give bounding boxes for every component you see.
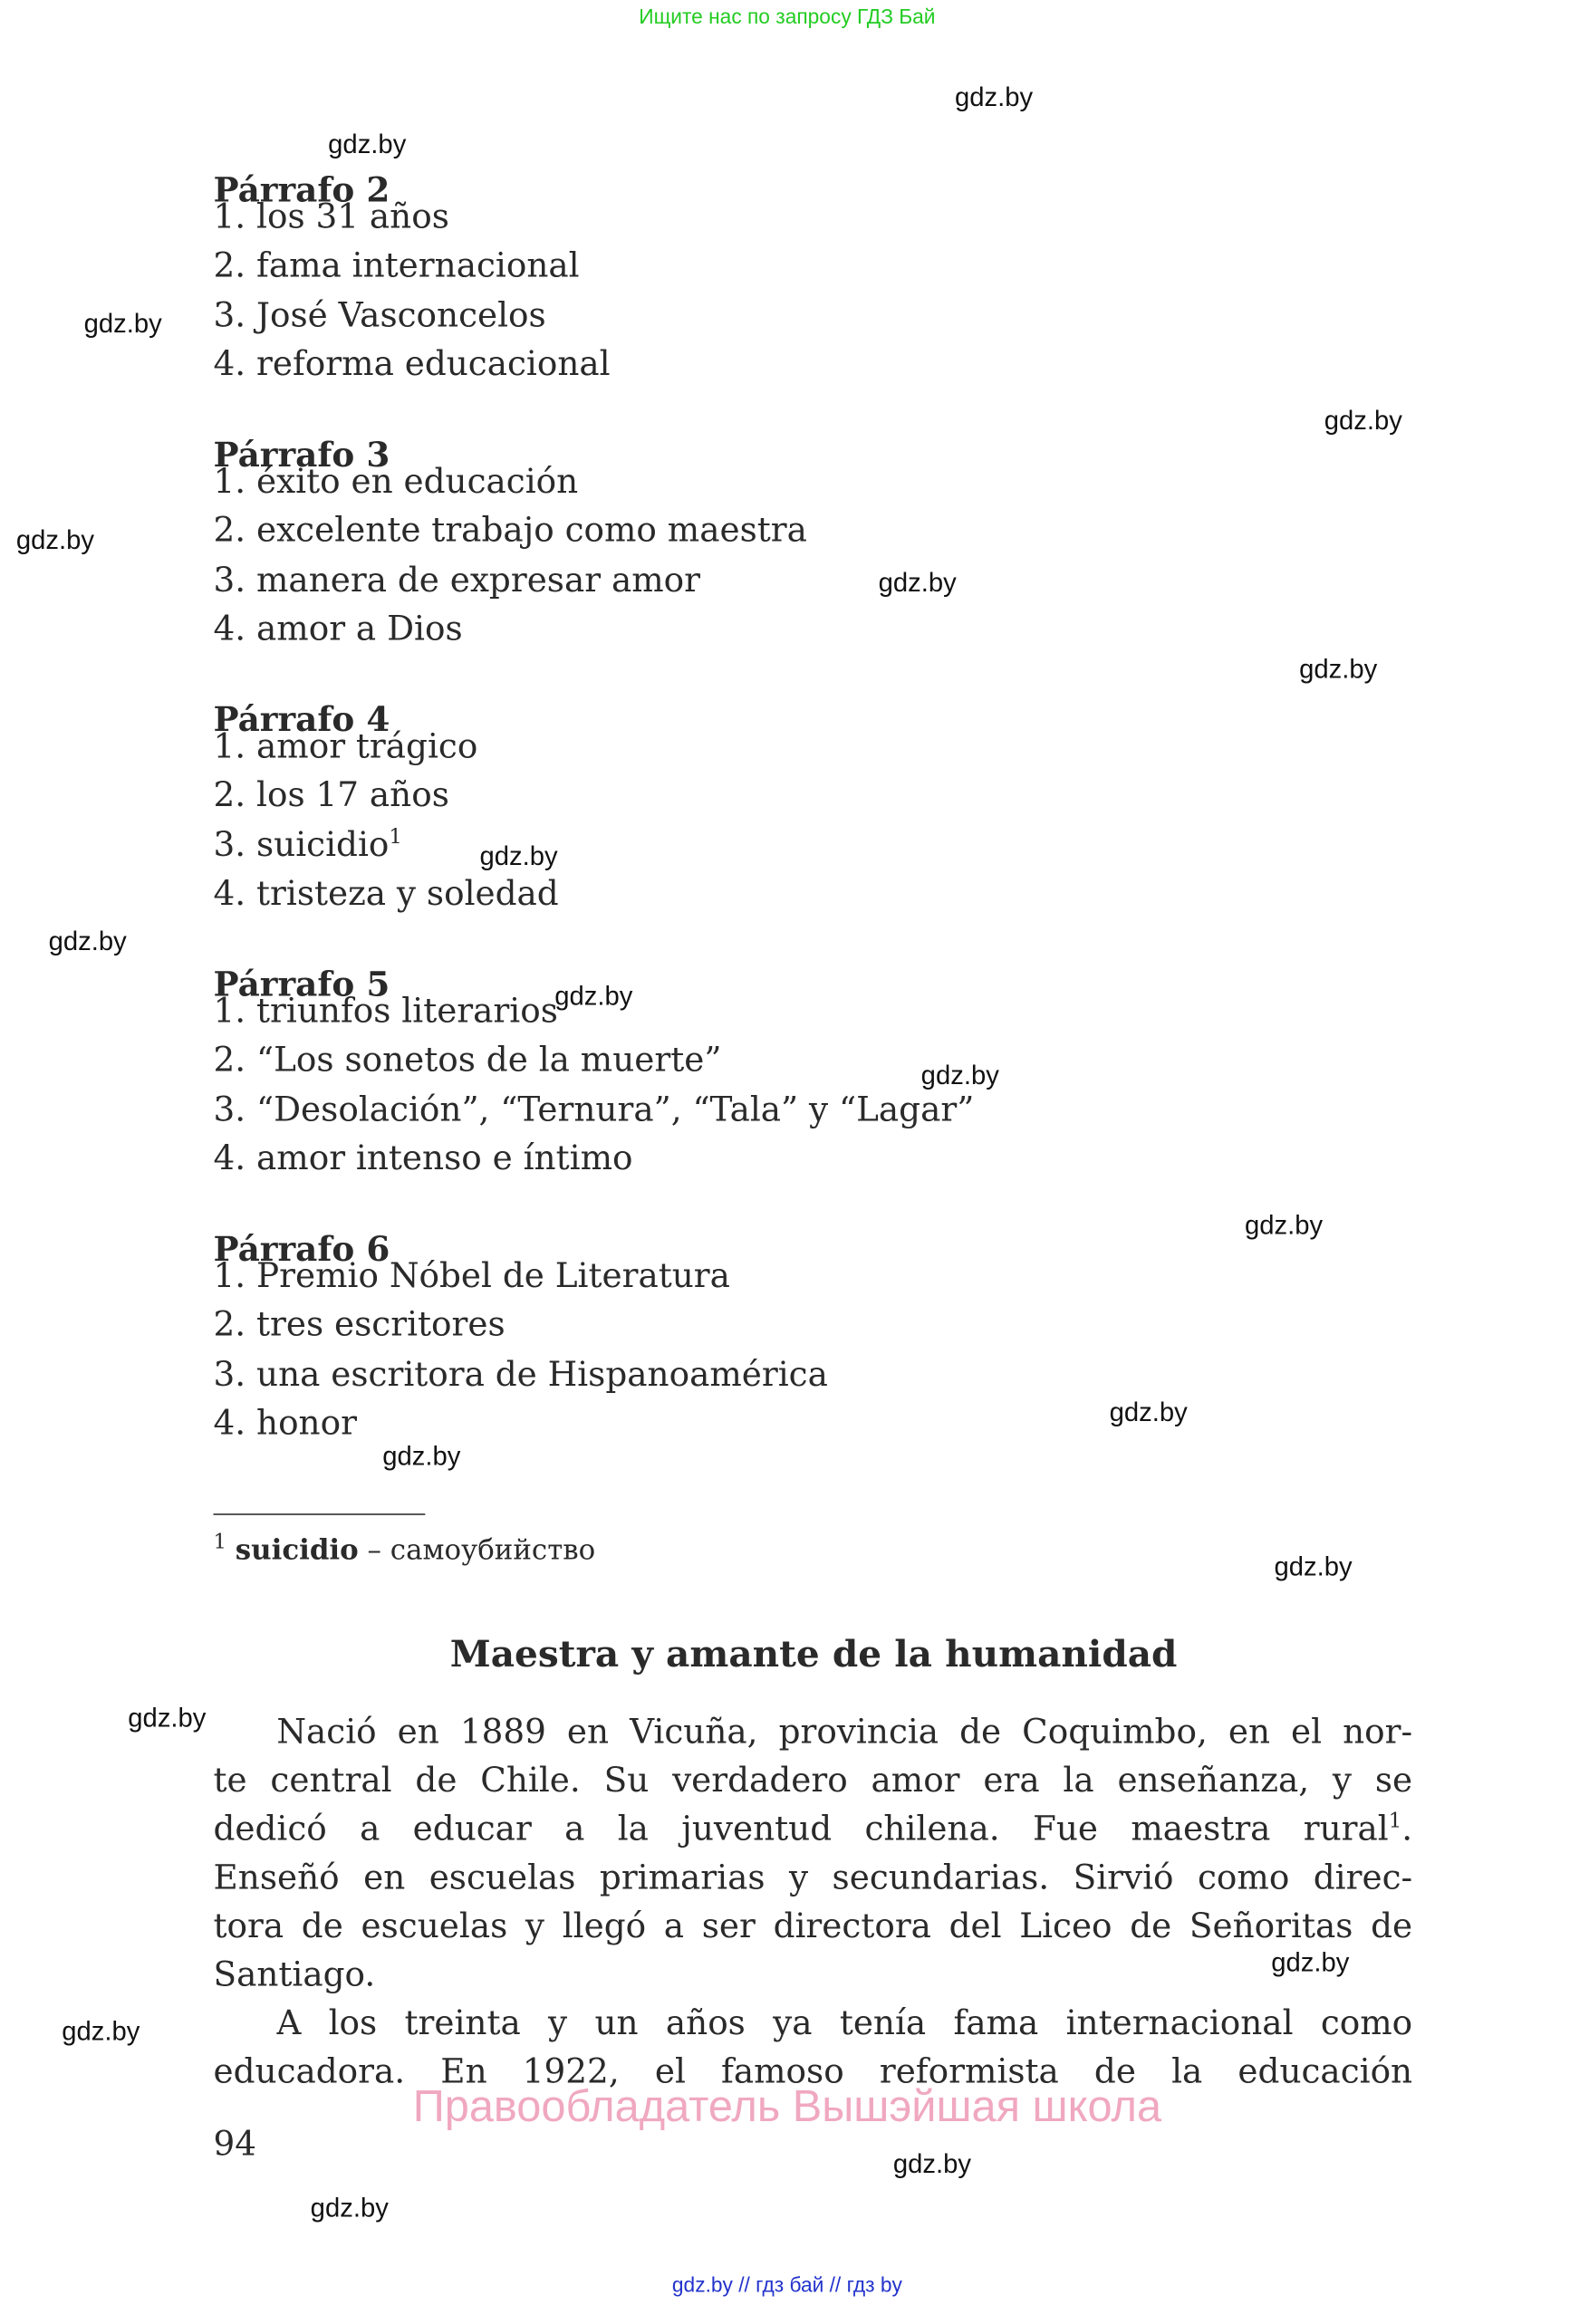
article-line [276, 2002, 1412, 2046]
gdz-watermark: gdz.by [554, 981, 633, 1011]
answer-text: 1. triunfos literarios [213, 993, 558, 1032]
article-line [276, 1711, 1412, 1755]
answer-item [213, 1402, 356, 1446]
answer-text: 1. éxito en educación [213, 463, 579, 502]
answer-item [213, 1088, 974, 1132]
gdz-watermark: gdz.by [83, 309, 162, 339]
article-line: dedicó a educar a la juventud chilena. Fue maestra rural$^1$. [213, 1810, 1413, 1849]
top-banner[interactable]: Ищите нас по запросу ГДЗ Бай [639, 4, 936, 28]
gdz-watermark: gdz.by [62, 2016, 140, 2047]
article-title: Maestra y amante de la humanidad [449, 1632, 1178, 1676]
section-heading: Párrafo 5 [213, 965, 390, 1005]
answer-text: 4. reforma educacional [213, 345, 611, 384]
answer-item [213, 1303, 505, 1348]
gdz-watermark: gdz.by [1109, 1397, 1188, 1427]
footnote [213, 1531, 596, 1567]
gdz-watermark: gdz.by [878, 567, 957, 598]
answer-item [213, 823, 401, 868]
answer-item [213, 725, 477, 770]
gdz-watermark: gdz.by [310, 2193, 389, 2223]
answer-text: 4. amor intenso e íntimo [213, 1139, 633, 1178]
answer-item [213, 1039, 721, 1083]
answer-item [213, 1254, 729, 1299]
answer-item [213, 245, 579, 289]
article-line [213, 1759, 1412, 1803]
gdz-watermark: gdz.by [479, 840, 558, 871]
answer-item [213, 342, 610, 387]
answer-item [213, 872, 558, 917]
answer-text: 1. los 31 años [213, 198, 449, 237]
section-heading: Párrafo 2 [213, 170, 390, 211]
footnote-definition: – самоубийство [358, 1533, 596, 1567]
section-heading: Párrafo 6 [213, 1229, 390, 1270]
answer-item [213, 558, 700, 602]
answer-item [213, 460, 578, 504]
answer-text: 4. honor [213, 1404, 357, 1444]
answer-text: 3. José Vasconcelos [213, 296, 546, 335]
article-line [213, 1954, 375, 1998]
gdz-watermark: gdz.by [920, 1060, 999, 1090]
answer-item [213, 293, 545, 338]
article-line-text: educadora. En 1922, el famoso reformista de la educación [213, 2053, 1413, 2092]
answer-item [213, 774, 448, 819]
article-line-text: A los treinta y un años ya tenía fama internacional como [276, 2004, 1413, 2043]
gdz-watermark: gdz.by [955, 82, 1034, 112]
answer-text: 2. excelente trabajo como maestra [213, 512, 807, 551]
answer-text: 1. Premio Nóbel de Literatura [213, 1257, 730, 1296]
gdz-watermark: gdz.by [128, 1703, 207, 1733]
article-line-text: Nació en 1889 en Vicuña, provincia de Coquimbo, en el nor- [276, 1714, 1413, 1753]
answer-text: 4. amor a Dios [213, 610, 463, 649]
gdz-watermark: gdz.by [15, 524, 95, 555]
gdz-watermark: gdz.by [328, 129, 407, 159]
gdz-watermark: gdz.by [1299, 654, 1378, 685]
footnote-mark: 1 [213, 1531, 226, 1555]
page-number: 94 [213, 2125, 257, 2165]
answer-item [213, 1353, 827, 1397]
answer-text: 4. tristeza y soledad [213, 875, 559, 914]
gdz-watermark: gdz.by [892, 2148, 971, 2179]
answer-text: 2. fama internacional [213, 247, 580, 286]
answer-item [213, 1137, 632, 1181]
bottom-banner[interactable]: gdz.by // гдз бай // гдз by [671, 2272, 902, 2297]
article-line-text: Enseñó en escuelas primarias y secundarias. Sirvió como direc- [213, 1858, 1413, 1898]
answer-text: 1. amor trágico [213, 727, 478, 767]
answer-text: 2. “Los sonetos de la muerte” [213, 1042, 722, 1080]
gdz-watermark: gdz.by [1274, 1551, 1353, 1581]
footnote-term: suicidio [235, 1533, 359, 1567]
answer-item [213, 196, 448, 240]
article-line [213, 1905, 1412, 1949]
gdz-watermark: gdz.by [382, 1441, 461, 1472]
article-line-text: te central de Chile. Su verdadero amor era la enseñanza, y se [213, 1762, 1413, 1801]
copyright-watermark: Правообладатель Вышэйшая школа [412, 2082, 1162, 2132]
answer-text: 2. los 17 años [213, 777, 449, 816]
gdz-watermark: gdz.by [1244, 1210, 1324, 1241]
answer-text: 2. tres escritores [213, 1306, 506, 1345]
answer-text: 3. suicidio [213, 826, 390, 865]
article-line [213, 1857, 1412, 1901]
answer-text: 3. una escritora de Hispanoamérica [213, 1355, 828, 1394]
article-line-text: dedicó a educar a la juventud chilena. Fue maestra rural [213, 1810, 1389, 1849]
gdz-watermark: gdz.by [1271, 1947, 1350, 1977]
section-heading: Párrafo 3 [213, 435, 390, 475]
footnote-ref: 1 [1388, 1810, 1402, 1834]
answer-item [213, 990, 557, 1034]
gdz-watermark: gdz.by [1324, 406, 1402, 436]
answer-text: 3. manera de expresar amor [213, 561, 701, 600]
footnote-ref: 1 [389, 825, 402, 850]
gdz-watermark: gdz.by [48, 927, 127, 956]
answer-text: 3. “Desolación”, “Ternura”, “Tala” y “Lagar” [213, 1090, 975, 1129]
answer-item [213, 608, 462, 652]
answer-item [213, 509, 806, 553]
section-heading: Párrafo 4 [213, 700, 390, 740]
article-line-text: Santiago. [213, 1956, 376, 1995]
footnote-divider [213, 1513, 425, 1515]
article-line-text: tora de escuelas y llegó a ser directora del Liceo de Señoritas de [213, 1907, 1413, 1946]
